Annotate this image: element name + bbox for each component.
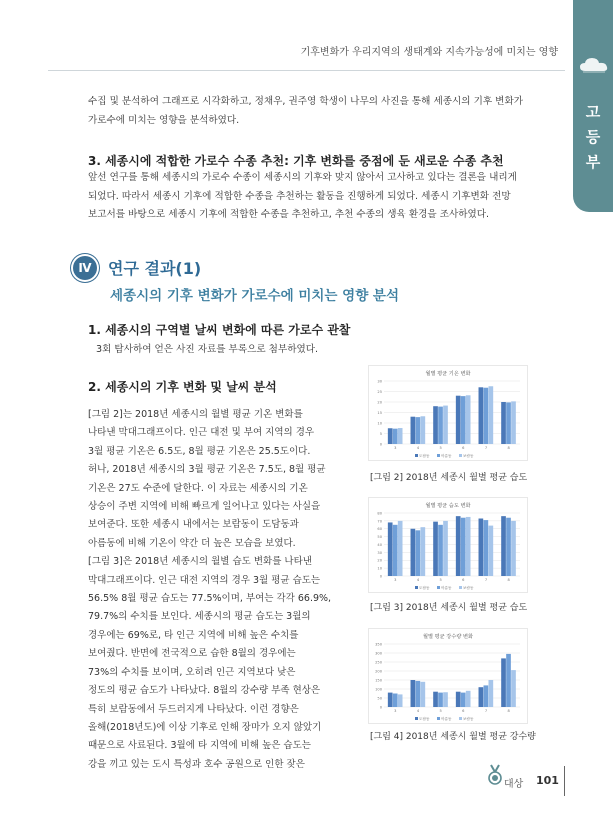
body-line: 올해(2018년도)에 이상 기후로 인해 장마가 오지 않았기 <box>88 721 322 733</box>
x-tick-label: 6 <box>462 446 465 450</box>
bar <box>420 682 425 707</box>
bar <box>393 525 398 576</box>
bar <box>438 525 443 576</box>
medal-icon <box>488 764 502 786</box>
bar <box>479 519 484 576</box>
bar <box>416 530 421 576</box>
footer-divider <box>564 766 565 796</box>
legend-swatch <box>459 717 462 720</box>
bar <box>433 692 438 707</box>
bar <box>501 658 506 707</box>
bar <box>438 693 443 707</box>
bar <box>456 396 461 444</box>
bar <box>511 521 516 576</box>
bar <box>484 685 489 707</box>
sub1-text: 3회 탐사하여 얻은 사진 자료를 부록으로 첨부하였다. <box>96 344 319 355</box>
bar <box>479 687 484 707</box>
legend-swatch <box>437 717 440 720</box>
legend-swatch <box>437 454 440 457</box>
y-tick-label: 0 <box>379 705 382 710</box>
side-tab-char: 등 <box>585 128 601 146</box>
body-line: 강을 끼고 있는 도시 특성과 호수 공원으로 인한 잦은 <box>88 758 305 770</box>
item3-line: 되었다. 따라서 세종시 기후에 적합한 수종을 추천하는 활동을 진행하게 되었다. 세종시 기후변화 전망 <box>88 191 511 202</box>
body-line: 허나, 2018년 세종시의 3월 평균 기온은 7.5도, 8월 평균 <box>88 464 326 476</box>
y-tick-label: 100 <box>375 687 382 692</box>
y-tick-label: 250 <box>375 660 382 665</box>
x-tick-label: 7 <box>484 578 488 582</box>
body-line: 경우에는 69%로, 타 인근 지역에 비해 높은 수치를 <box>88 629 299 641</box>
legend-label: 도담동 <box>419 453 430 458</box>
bar <box>416 681 421 707</box>
y-tick-label: 10 <box>377 421 382 426</box>
page-number: 101 <box>536 774 559 787</box>
y-tick-label: 60 <box>377 527 382 532</box>
chart-title: 월별 평균 습도 변화 <box>425 503 471 509</box>
body-line: 나타낸 막대그래프이다. 인근 대전 및 부여 지역의 경우 <box>88 427 315 439</box>
bar <box>443 521 448 576</box>
bar <box>466 691 471 707</box>
chart-title: 월별 평균 기온 변화 <box>425 371 471 377</box>
x-tick-label: 4 <box>416 578 420 582</box>
y-tick-label: 50 <box>377 696 382 701</box>
x-tick-label: 7 <box>484 446 488 450</box>
x-tick-label: 7 <box>484 709 488 713</box>
bar <box>388 693 393 707</box>
body-line: 특히 보람동에서 두드러지게 나타났다. 이런 경향은 <box>88 703 299 715</box>
header-divider <box>48 70 565 71</box>
footer-label: 대상 <box>504 779 524 790</box>
legend-swatch <box>415 454 418 457</box>
chart-title: 월별 평균 강수량 변화 <box>422 634 474 640</box>
legend-swatch <box>459 454 462 457</box>
x-tick-label: 3 <box>394 446 397 450</box>
bar <box>416 417 421 444</box>
bar <box>501 402 506 444</box>
cloud-icon <box>579 55 609 73</box>
y-tick-label: 25 <box>377 389 382 394</box>
side-tab-char: 부 <box>585 153 601 171</box>
section-badge: Ⅳ <box>73 256 97 280</box>
bar <box>488 680 493 707</box>
y-tick-label: 80 <box>377 511 382 516</box>
x-tick-label: 8 <box>507 578 510 582</box>
y-tick-label: 300 <box>375 651 382 656</box>
chart-temperature <box>368 365 528 461</box>
bar <box>398 521 403 576</box>
figure-caption: [그림 4] 2018년 세종시 월별 평균 강수량 <box>370 732 536 742</box>
x-tick-label: 5 <box>439 709 442 713</box>
body-line: 73%의 수치를 보이며, 오히려 인근 지역보다 낮은 <box>88 666 296 678</box>
x-tick-label: 4 <box>416 709 420 713</box>
y-tick-label: 20 <box>377 400 382 405</box>
bar <box>388 522 393 576</box>
bar <box>479 387 484 444</box>
intro-line: 수집 및 분석하여 그래프로 시각화하고, 정채우, 권주영 학생이 나무의 사진을 통해 세종시의 기후 변화가 <box>88 96 523 107</box>
running-header: 기후변화가 우리지역의 생태계와 지속가능성에 미치는 영향 <box>300 47 558 58</box>
item3-title: 3. 세종시에 적합한 가로수 수종 추천: 기후 변화를 중점에 둔 새로운 수종 추천 <box>88 154 504 168</box>
body-line: 상승이 주변 지역에 비해 빠르게 일어나고 있다는 사실을 <box>88 501 321 513</box>
bar <box>484 520 489 576</box>
y-tick-label: 200 <box>375 669 382 674</box>
bar <box>398 428 403 444</box>
y-tick-label: 15 <box>377 410 382 415</box>
legend-label: 아름동 <box>441 716 452 721</box>
legend-label: 아름동 <box>441 453 452 458</box>
body-line: 기온은 27도 수준에 달한다. 이 자료는 세종시의 기온 <box>88 482 308 494</box>
bar <box>411 417 416 444</box>
legend-swatch <box>415 586 418 589</box>
legend-label: 도담동 <box>419 716 430 721</box>
body-line: [그림 2]는 2018년 세종시의 월별 평균 기온 변화를 <box>88 409 303 420</box>
bar <box>443 692 448 707</box>
x-tick-label: 8 <box>507 446 510 450</box>
x-tick-label: 6 <box>462 578 465 582</box>
side-tab-char: 고 <box>585 103 601 121</box>
y-tick-label: 50 <box>377 535 382 540</box>
bar <box>466 517 471 576</box>
y-tick-label: 30 <box>377 379 382 384</box>
body-line: 보여줬다. 반면에 전국적으로 습한 8월의 경우에는 <box>88 648 296 660</box>
x-tick-label: 4 <box>416 446 420 450</box>
bar <box>461 693 466 707</box>
bar <box>506 654 511 707</box>
body-line: 막대그래프이다. 인근 대전 지역의 경우 3월 평균 습도는 <box>88 574 321 586</box>
bar <box>456 516 461 576</box>
body-line: 보여준다. 또한 세종시 내에서는 보람동이 도담동과 <box>88 519 299 531</box>
y-tick-label: 10 <box>377 566 382 571</box>
legend-label: 보람동 <box>463 453 474 458</box>
y-tick-label: 5 <box>379 431 382 436</box>
y-tick-label: 70 <box>377 519 382 524</box>
bar <box>411 529 416 576</box>
legend-swatch <box>437 586 440 589</box>
bar <box>433 406 438 444</box>
legend-label: 도담동 <box>419 585 430 590</box>
body-text <box>88 406 366 774</box>
bar <box>388 428 393 444</box>
body-line: 때문으로 사료된다. 3월에 타 지역에 비해 높은 습도는 <box>88 740 311 752</box>
item3-line: 보고서를 바탕으로 세종시 기후에 적합한 수종을 추천하고, 추천 수종의 생육 환경을 조사하였다. <box>88 209 490 220</box>
sub2-title: 2. 세종시의 기후 변화 및 날씨 분석 <box>88 380 277 394</box>
bar <box>466 395 471 444</box>
chart-humidity <box>368 497 528 593</box>
bar <box>511 670 516 707</box>
y-tick-label: 0 <box>379 574 382 579</box>
side-tab <box>573 0 613 212</box>
body-line: 3월 평균 기온은 6.5도, 8월 평균 기온은 25.5도이다. <box>88 445 311 457</box>
x-tick-label: 5 <box>439 578 442 582</box>
bar <box>456 692 461 707</box>
bar <box>488 526 493 576</box>
bar <box>484 388 489 444</box>
bar <box>506 402 511 444</box>
item3-line: 앞선 연구를 통해 세종시의 가로수 수종이 세종시의 기후와 맞지 않아서 고사하고 있다는 결론을 내리게 <box>88 172 517 183</box>
x-tick-label: 3 <box>394 578 397 582</box>
y-tick-label: 30 <box>377 550 382 555</box>
legend-label: 보람동 <box>463 585 474 590</box>
bar <box>511 401 516 444</box>
x-tick-label: 8 <box>507 709 510 713</box>
bar <box>393 694 398 708</box>
bar <box>433 522 438 576</box>
bar <box>443 406 448 444</box>
body-line: 56.5% 8월 평균 습도는 77.5%이며, 부여는 각각 66.9%, <box>88 593 332 605</box>
x-tick-label: 3 <box>394 709 397 713</box>
sub1-title: 1. 세종시의 구역별 날씨 변화에 따른 가로수 관찰 <box>88 323 351 337</box>
body-line: 아름동에 비해 기온이 약간 더 높은 모습을 보였다. <box>88 537 296 549</box>
legend-label: 아름동 <box>441 585 452 590</box>
y-tick-label: 40 <box>377 542 382 547</box>
figure-caption: [그림 2] 2018년 세종시 월별 평균 습도 <box>370 473 528 483</box>
bar <box>506 518 511 576</box>
bar <box>461 518 466 576</box>
section-subtitle: 세종시의 기후 변화가 가로수에 미치는 영향 분석 <box>110 288 400 304</box>
bar <box>411 680 416 707</box>
bar <box>438 407 443 444</box>
bar <box>398 694 403 707</box>
body-line: 정도의 평균 습도가 나타났다. 8월의 강수량 부족 현상은 <box>88 685 321 697</box>
y-tick-label: 350 <box>375 642 382 647</box>
x-tick-label: 5 <box>439 446 442 450</box>
y-tick-label: 20 <box>377 558 382 563</box>
figure-caption: [그림 3] 2018년 세종시 월별 평균 습도 <box>370 603 528 613</box>
bar <box>420 416 425 444</box>
legend-swatch <box>459 586 462 589</box>
section-title: 연구 결과(1) <box>108 259 202 278</box>
y-tick-label: 0 <box>379 442 382 447</box>
x-tick-label: 6 <box>462 709 465 713</box>
body-line: [그림 3]은 2018년 세종시의 월별 습도 변화를 나타낸 <box>88 556 312 568</box>
legend-label: 보람동 <box>463 716 474 721</box>
legend-swatch <box>415 717 418 720</box>
bar <box>420 527 425 576</box>
side-tab-label <box>573 100 613 175</box>
bar <box>488 386 493 444</box>
body-line: 79.7%의 수치를 보인다. 세종시의 평균 습도는 3월의 <box>88 611 311 623</box>
bar <box>461 396 466 444</box>
intro-line: 가로수에 미치는 영향을 분석하였다. <box>88 115 240 126</box>
bar <box>393 429 398 444</box>
chart-precipitation <box>368 628 528 724</box>
bar <box>501 516 506 576</box>
y-tick-label: 150 <box>375 678 382 683</box>
